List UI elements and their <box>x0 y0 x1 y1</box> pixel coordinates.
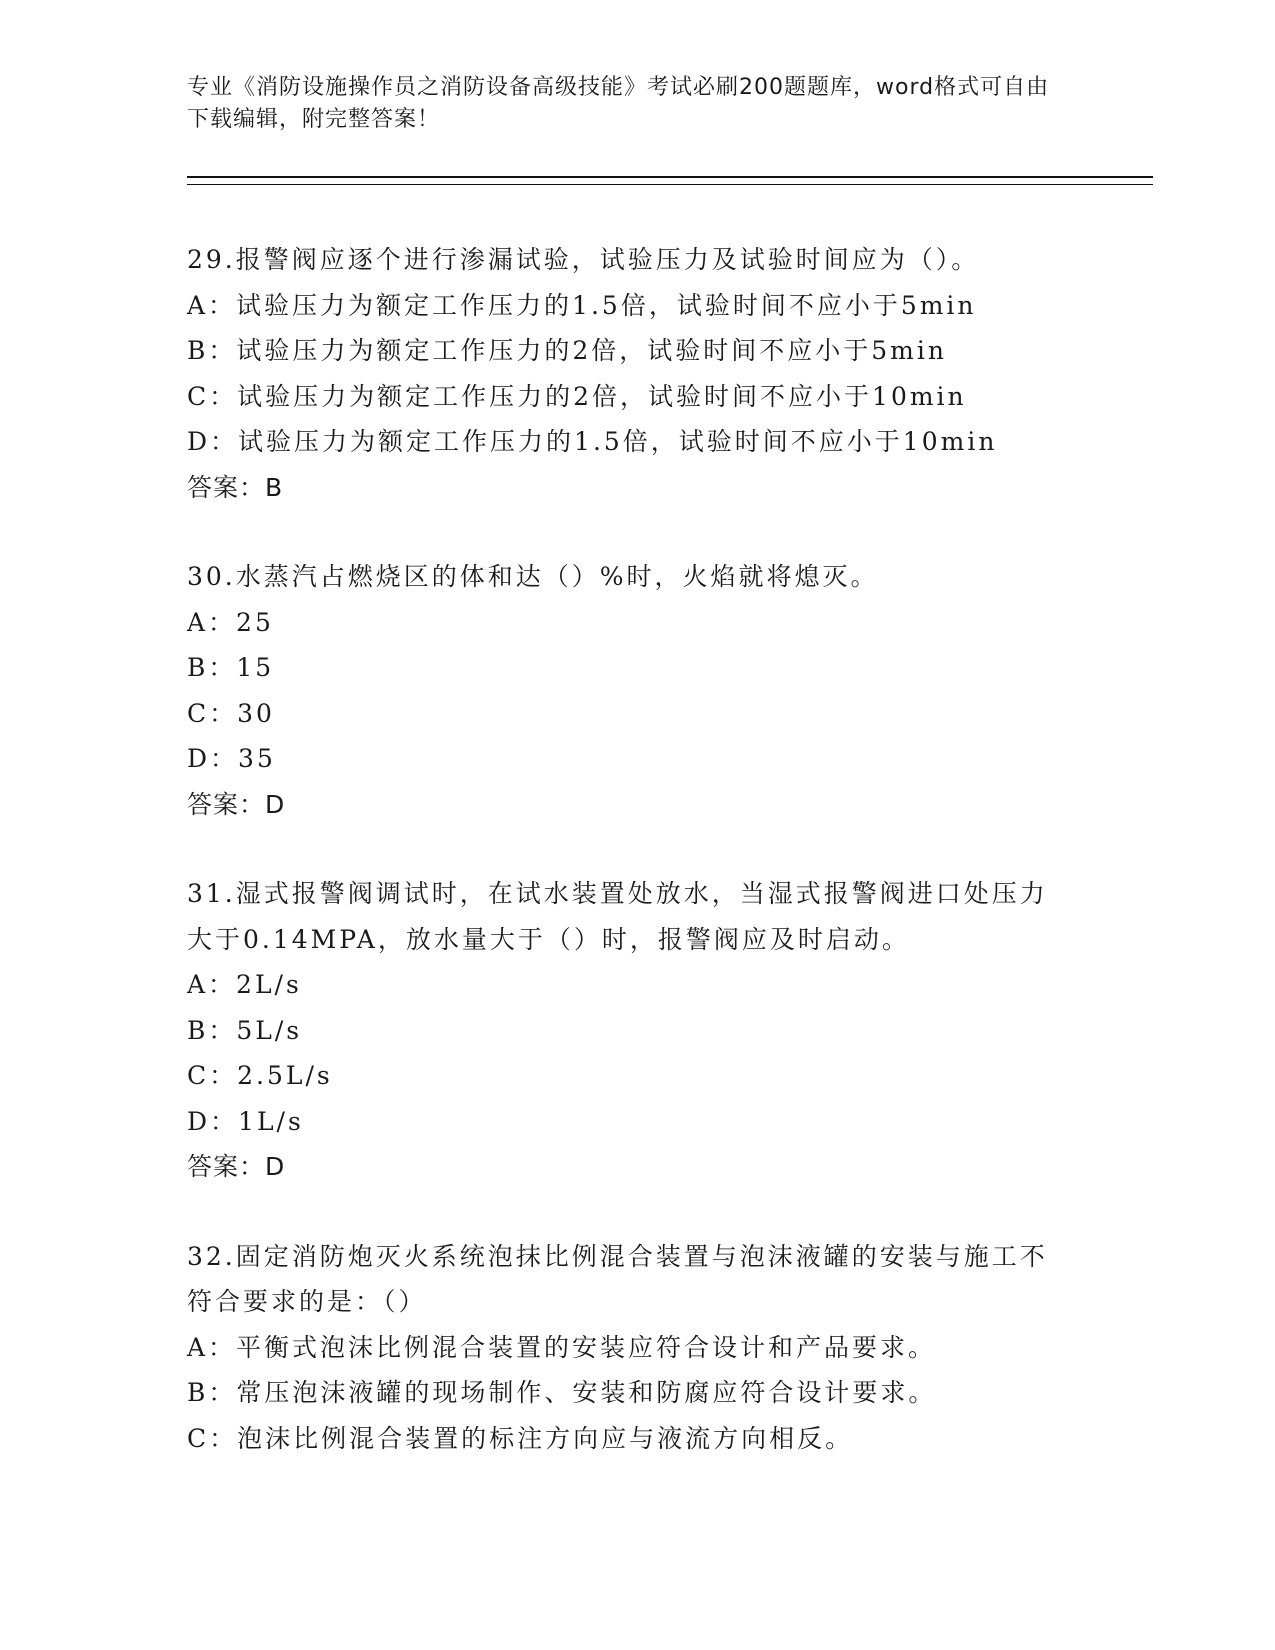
question-stem: 29.报警阀应逐个进行渗漏试验，试验压力及试验时间应为（）。 <box>187 245 980 274</box>
option-c: C：泡沫比例混合装置的标注方向应与液流方向相反。 <box>187 1423 854 1453</box>
question-31 <box>187 871 1147 1190</box>
option-a: A：平衡式泡沫比例混合装置的安装应符合设计和产品要求。 <box>187 1332 937 1362</box>
answer: 答案：B <box>187 472 284 502</box>
option-b: B：15 <box>187 653 275 682</box>
option-c: C：30 <box>187 698 275 728</box>
option-b: B：5L/s <box>187 1015 303 1045</box>
option-d: D：1L/s <box>187 1106 304 1136</box>
option-c: C：试验压力为额定工作压力的2倍，试验时间不应小于10min <box>187 381 967 411</box>
answer: 答案：D <box>187 1152 286 1181</box>
option-d: D：试验压力为额定工作压力的1.5倍，试验时间不应小于10min <box>187 427 998 456</box>
option-b: B：常压泡沫液罐的现场制作、安装和防腐应符合设计要求。 <box>187 1378 937 1407</box>
document-header: 专业《消防设施操作员之消防设备高级技能》考试必刷200题题库，word格式可自由下载编辑，附完整答案！ <box>187 75 1050 132</box>
option-c: C：2.5L/s <box>187 1061 333 1090</box>
question-32 <box>187 1234 1147 1462</box>
question-stem: 32.固定消防炮灭火系统泡抹比例混合装置与泡沫液罐的安装与施工不符合要求的是：（） <box>187 1241 1048 1316</box>
question-stem: 31.湿式报警阀调试时，在试水装置处放水，当湿式报警阀进口处压力大于0.14MPA，放水量大于（）时，报警阀应及时启动。 <box>187 879 1048 954</box>
question-stem: 30.水蒸汽占燃烧区的体和达（）%时，火焰就将熄灭。 <box>187 562 879 591</box>
question-list <box>187 237 1147 1461</box>
option-b: B：试验压力为额定工作压力的2倍，试验时间不应小于5min <box>187 336 947 365</box>
header-divider <box>187 176 1153 185</box>
document-page <box>187 72 1147 1505</box>
question-30 <box>187 554 1147 827</box>
option-a: A：试验压力为额定工作压力的1.5倍，试验时间不应小于5min <box>187 290 977 320</box>
option-a: A：25 <box>187 607 274 637</box>
option-d: D：35 <box>187 744 276 773</box>
option-a: A：2L/s <box>187 970 302 999</box>
answer: 答案：D <box>187 789 286 819</box>
question-29 <box>187 237 1147 510</box>
